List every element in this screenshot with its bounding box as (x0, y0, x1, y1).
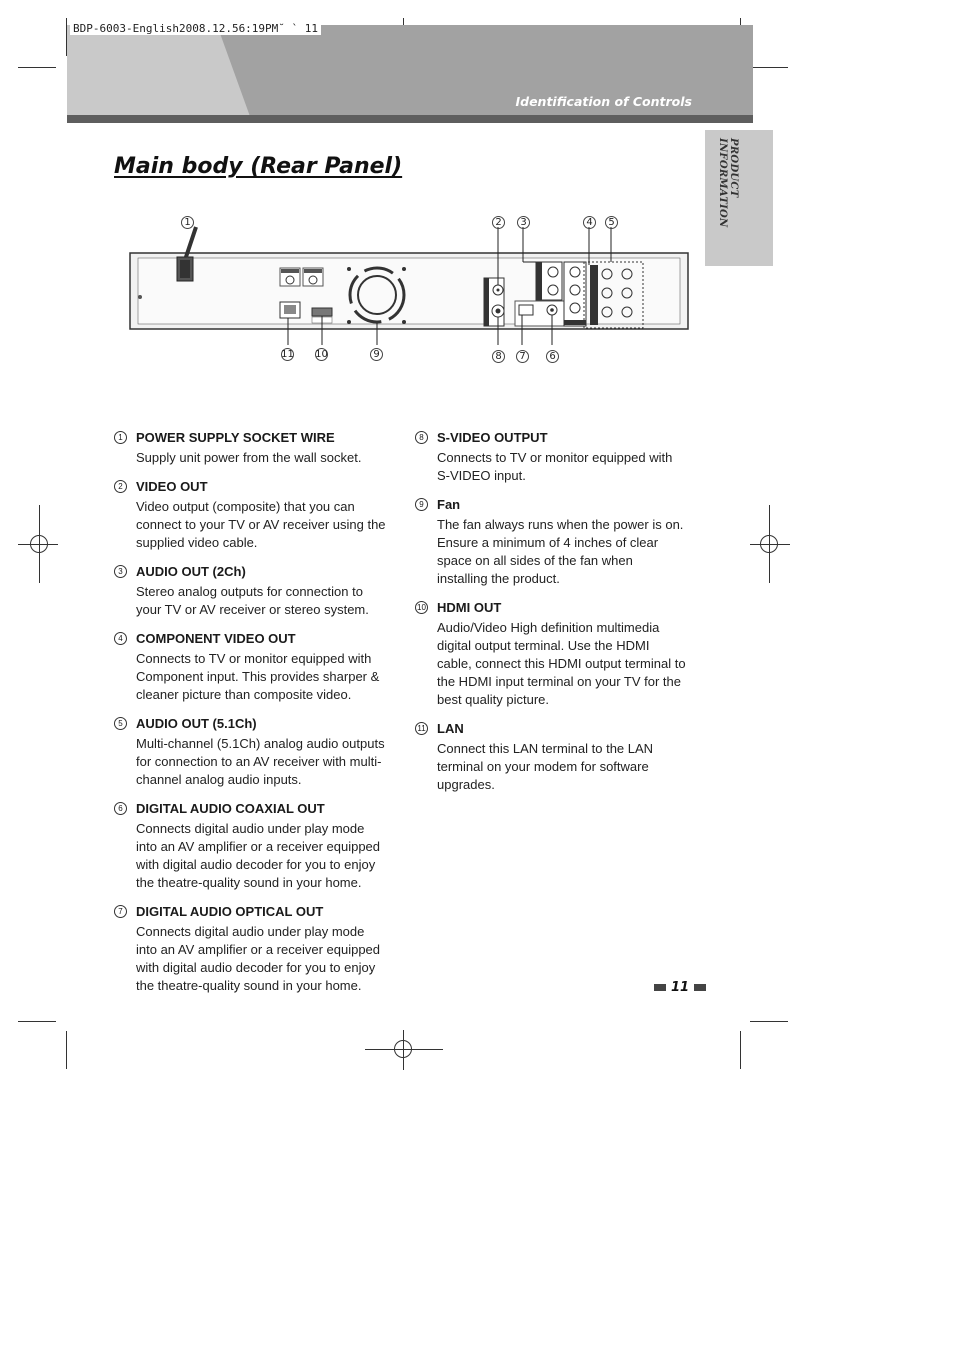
callout: 8 (492, 350, 505, 363)
item-title: DIGITAL AUDIO COAXIAL OUT (136, 801, 325, 816)
callout: 4 (583, 216, 596, 229)
registration-mark (769, 505, 770, 583)
rear-panel-illustration (120, 205, 700, 370)
callout: 2 (492, 216, 505, 229)
side-tab-label: PRODUCT INFORMATION (717, 138, 739, 228)
item-description: Connects digital audio under play mode into an AV amplifier or a receiver equipped with digital audio decoder for you to enjoy the theatre-quality sound in your home. (136, 821, 381, 890)
item-title: DIGITAL AUDIO OPTICAL OUT (136, 904, 324, 919)
item-number: 2 (114, 480, 127, 493)
crop-mark (750, 67, 788, 68)
crop-mark (740, 1031, 741, 1069)
item-description: Audio/Video High definition multimedia digital output terminal. Use the HDMI cable, connect this HDMI output terminal to the HDMI input terminal on your TV for the best quality picture. (437, 620, 686, 707)
crop-mark (66, 1031, 67, 1069)
item-audio-out-51ch (114, 716, 386, 789)
item-number: 4 (114, 632, 127, 645)
registration-mark (18, 544, 58, 545)
item-power-supply (114, 430, 386, 467)
item-number: 10 (415, 601, 428, 614)
left-column (114, 430, 386, 1007)
item-number: 9 (415, 498, 428, 511)
callout: 10 (315, 348, 328, 360)
file-header: BDP-6003-English2008.12.56:19PM˘ ` 11 (70, 22, 321, 35)
item-number: 11 (415, 722, 428, 735)
item-title: COMPONENT VIDEO OUT (136, 631, 296, 646)
item-title: VIDEO OUT (136, 479, 208, 494)
item-number: 3 (114, 565, 127, 578)
page-number: 11 (671, 980, 690, 995)
item-title: POWER SUPPLY SOCKET WIRE (136, 430, 335, 445)
item-number: 6 (114, 802, 127, 815)
item-number: 7 (114, 905, 127, 918)
crop-mark (750, 1021, 788, 1022)
right-column (415, 430, 687, 806)
crop-mark (18, 67, 56, 68)
item-description: Connects to TV or monitor equipped with Component input. This provides sharper & cleaner picture than composite video. (136, 651, 380, 702)
item-fan (415, 497, 687, 588)
item-description: Connects to TV or monitor equipped with S-VIDEO input. (437, 450, 673, 483)
callout: 6 (546, 350, 559, 363)
item-title: S-VIDEO OUTPUT (437, 430, 548, 445)
item-title: Fan (437, 497, 461, 512)
callout: 3 (517, 216, 530, 229)
item-s-video (415, 430, 687, 485)
page-number-mark (694, 984, 706, 991)
item-description: Connects digital audio under play mode into an AV amplifier or a receiver equipped with digital audio decoder for you to enjoy the theatre-quality sound in your home. (136, 924, 381, 993)
item-number: 8 (415, 431, 428, 444)
callout: 11 (281, 348, 294, 360)
item-title: HDMI OUT (437, 600, 502, 615)
item-hdmi-out (415, 600, 687, 709)
item-digital-coaxial (114, 801, 386, 892)
page-number-block (654, 980, 706, 995)
item-component-video-out (114, 631, 386, 704)
item-description: Video output (composite) that you can connect to your TV or AV receiver using the supplied video cable. (136, 499, 386, 550)
registration-mark (750, 544, 790, 545)
page-title: Main body (Rear Panel) (114, 154, 403, 179)
item-title: AUDIO OUT (5.1Ch) (136, 716, 257, 731)
section-title: Identification of Controls (515, 94, 692, 109)
registration-mark (365, 1049, 443, 1050)
item-number: 1 (114, 431, 127, 444)
item-number: 5 (114, 717, 127, 730)
item-description: Stereo analog outputs for connection to your TV or AV receiver or stereo system. (136, 584, 369, 617)
callout: 7 (516, 350, 529, 363)
item-title: LAN (437, 721, 464, 736)
header-bar (67, 115, 753, 123)
item-audio-out-2ch (114, 564, 386, 619)
registration-mark (39, 505, 40, 583)
rear-panel-diagram (120, 205, 700, 370)
item-video-out (114, 479, 386, 552)
page-number-mark (654, 984, 666, 991)
callout: 1 (181, 216, 194, 229)
item-title: AUDIO OUT (2Ch) (136, 564, 246, 579)
item-description: The fan always runs when the power is on. Ensure a minimum of 4 inches of clear space on all sides of the fan when installing the product. (437, 517, 684, 586)
side-tab (705, 130, 773, 266)
registration-mark (403, 1030, 404, 1070)
callout: 9 (370, 348, 383, 361)
item-digital-optical (114, 904, 386, 995)
item-description: Connect this LAN terminal to the LAN terminal on your modem for software upgrades. (437, 741, 654, 792)
crop-mark (18, 1021, 56, 1022)
callout: 5 (605, 216, 618, 229)
item-lan (415, 721, 687, 794)
item-description: Supply unit power from the wall socket. (136, 450, 362, 465)
item-description: Multi-channel (5.1Ch) analog audio outputs for connection to an AV receiver with multi-channel analog audio inputs. (136, 736, 385, 787)
